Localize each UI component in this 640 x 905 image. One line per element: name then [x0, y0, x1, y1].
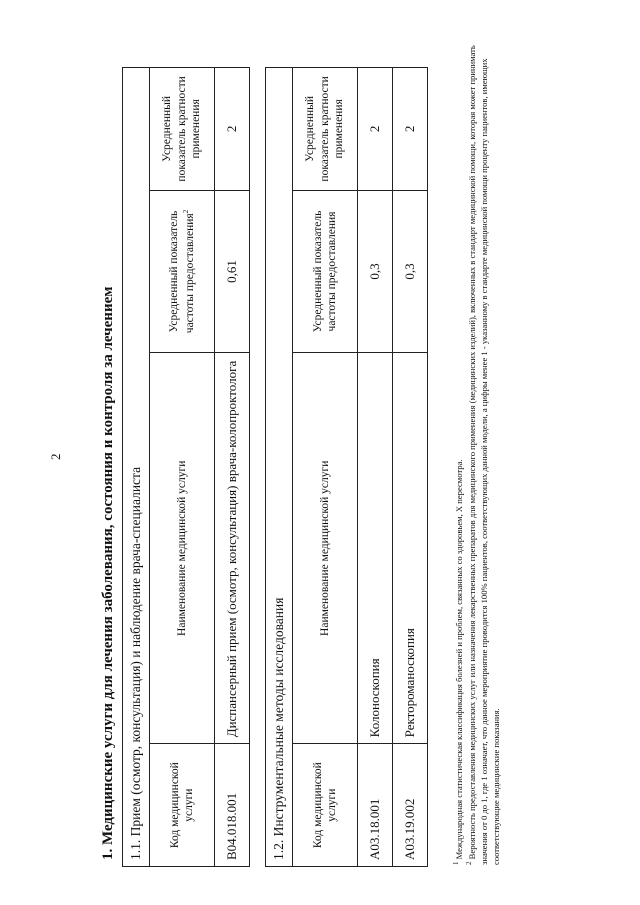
- cell-multiplicity: 2: [358, 68, 393, 191]
- cell-name: Ректороманоскопия: [393, 353, 428, 744]
- header-frequency: [150, 190, 215, 353]
- header-multiplicity: Усредненный показатель кратности применения: [150, 68, 215, 191]
- services-table-consultation: [122, 67, 250, 867]
- header-name: Наименование медицинской услуги: [293, 353, 358, 744]
- cell-frequency: 0,3: [393, 190, 428, 352]
- cell-code: A03.18.001: [358, 744, 393, 867]
- cell-frequency: 0,3: [358, 190, 393, 352]
- cell-name: Диспансерный прием (осмотр, консультация) врача-колопроктолога: [215, 353, 250, 744]
- header-frequency: Усредненный показатель частоты предоставления: [293, 190, 358, 352]
- footnote-1-mark: 1: [452, 861, 460, 865]
- section-title: 1. Медицинские услуги для лечения заболевания, состояния и контроля за лечением: [100, 286, 116, 860]
- table-row: [393, 68, 428, 867]
- table1-caption: 1.1. Прием (осмотр, консультация) и наблюдение врача-специалиста: [123, 68, 150, 867]
- header-name: Наименование медицинской услуги: [150, 353, 215, 744]
- cell-code: A03.19.002: [393, 744, 428, 867]
- cell-multiplicity: 2: [393, 68, 428, 191]
- footnotes: [452, 45, 502, 865]
- page-number: 2: [48, 453, 63, 460]
- header-code: Код медицинской услуги: [293, 744, 358, 867]
- cell-multiplicity: 2: [215, 68, 250, 191]
- table2-caption: 1.2. Инструментальные методы исследования: [266, 68, 293, 867]
- table-row: [358, 68, 393, 867]
- footnote-1: [452, 45, 465, 865]
- services-table-instrumental: [265, 67, 428, 867]
- header-frequency-text: Усредненный показатель частоты предоставления: [168, 210, 196, 334]
- footnote-ref-2: 2: [181, 209, 190, 214]
- header-multiplicity: Усредненный показатель кратности применения: [293, 68, 358, 191]
- footnote-2-text: Вероятность предоставления медицинских услуг или назначения лекарственных препаратов для медицинского применения (медицинских изделий), включенных в стандарт медицинской помощи, которая может принимать значения от 0 до 1, где 1 означает, что данное мероприятие проводится 100% пациентов, соответствующих данной модели, а цифры менее 1 - указанному в стандарте медицинской помощи проценту пациентов, имеющих соответствующие медицинские показания.: [467, 45, 501, 865]
- cell-code: B04.018.001: [215, 744, 250, 867]
- footnote-2: [465, 45, 502, 865]
- footnote-1-text: Международная статистическая классификация болезней и проблем, связанных со здоровьем, X пересмотра.: [453, 459, 464, 860]
- header-code: Код медицинской услуги: [150, 744, 215, 867]
- table-row: [215, 68, 250, 867]
- footnote-2-mark: 2: [465, 861, 474, 865]
- cell-frequency: 0,61: [215, 190, 250, 353]
- cell-name: Колоноскопия: [358, 353, 393, 744]
